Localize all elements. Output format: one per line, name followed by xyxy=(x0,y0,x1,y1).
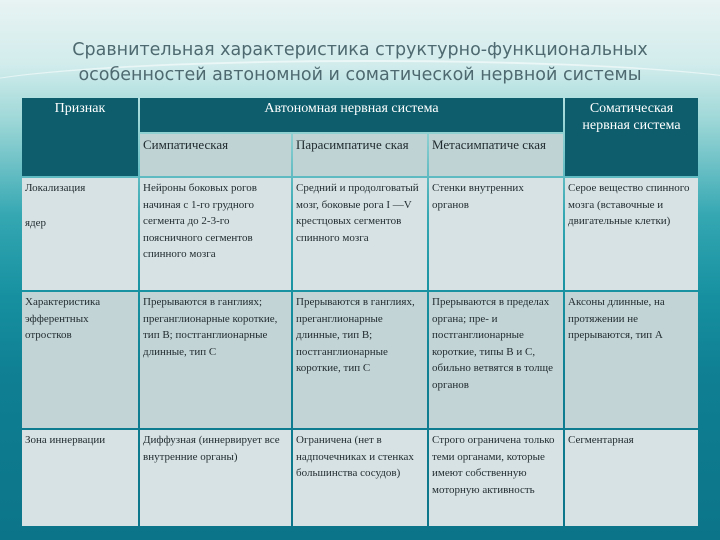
somatic-cell: Серое вещество спинного мозга (вставочные и двигательные клетки) xyxy=(565,178,698,290)
header-autonomic: Автономная нервная система xyxy=(140,98,563,132)
header-metasympathetic: Метасимпатиче ская xyxy=(429,134,563,176)
sympathetic-cell: Прерываются в ганглиях; преганглионарные короткие, тип В; постганглионарные длинные, тип С xyxy=(140,292,291,428)
table-row xyxy=(22,430,698,526)
metasympathetic-cell: Прерываются в пределах органа; пре- и постганглионарные короткие, типы В и С, обильно ветвятся в толще органов xyxy=(429,292,563,428)
feature-label-continued: ядер xyxy=(25,216,47,229)
table-row xyxy=(22,178,698,290)
somatic-cell: Сегментарная xyxy=(565,430,698,526)
parasympathetic-cell: Средний и продолговатый мозг, боковые рога I —V крестцовых сегментов спинного мозга xyxy=(293,178,427,290)
table-row xyxy=(22,292,698,428)
sympathetic-cell: Нейроны боковых рогов начиная с 1-го грудного сегмента до 2-3-го поясничного сегментов спинного мозга xyxy=(140,178,291,290)
title-line-2: особенностей автономной и соматической нервной системы xyxy=(78,65,642,85)
sympathetic-cell: Диффузная (иннервирует все внутренние органы) xyxy=(140,430,291,526)
title-line-1: Сравнительная характеристика структурно-функциональных xyxy=(72,40,648,60)
header-parasympathetic: Парасимпатиче ская xyxy=(293,134,427,176)
metasympathetic-cell: Строго ограничена только теми органами, которые имеют собственную моторную активность xyxy=(429,430,563,526)
metasympathetic-cell: Стенки внутренних органов xyxy=(429,178,563,290)
header-somatic: Соматическая нервная система xyxy=(565,98,698,176)
parasympathetic-cell: Прерываются в ганглиях, преганглионарные длинные, тип В; постганглионарные короткие, тип С xyxy=(293,292,427,428)
header-sympathetic: Симпатическая xyxy=(140,134,291,176)
comparison-table xyxy=(20,96,700,528)
header-row xyxy=(22,98,698,132)
feature-cell: Характеристика эфферентных отростков xyxy=(22,292,138,428)
page-title xyxy=(20,38,700,88)
somatic-cell: Аксоны длинные, на протяжении не прерываются, тип А xyxy=(565,292,698,428)
feature-label: Локализация xyxy=(25,182,86,194)
feature-cell xyxy=(22,178,138,290)
feature-cell: Зона иннервации xyxy=(22,430,138,526)
header-feature: Признак xyxy=(22,98,138,176)
parasympathetic-cell: Ограничена (нет в надпочечниках и стенках большинства сосудов) xyxy=(293,430,427,526)
